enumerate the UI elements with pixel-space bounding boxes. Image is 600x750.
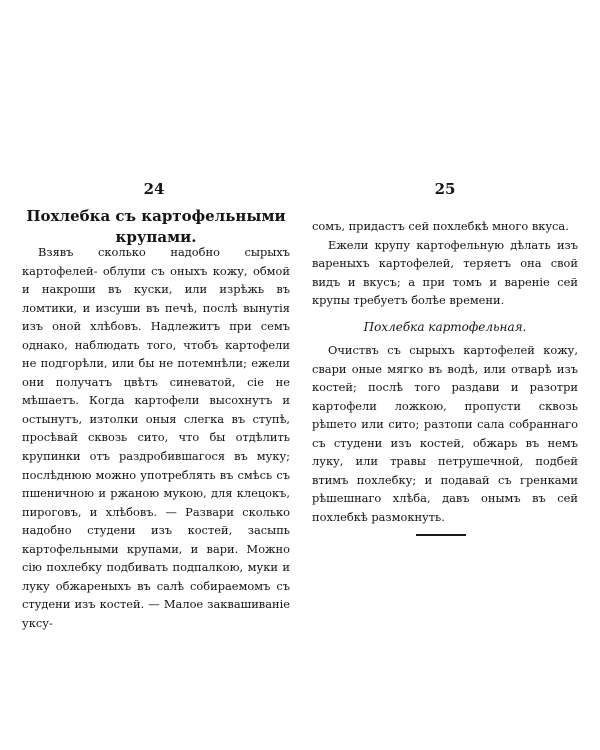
- continuation-text: сомъ, придастъ сей похлебкѣ много вкуса.: [312, 219, 569, 233]
- recipe-heading-left: Похлебка съ картофельными крупами.: [26, 207, 286, 246]
- page-number-left: 24: [143, 180, 165, 198]
- page-number-right: 25: [434, 180, 456, 198]
- recipe-body-right-first: [312, 217, 578, 310]
- recipe-subheading-right: Похлебка картофельная.: [363, 320, 527, 334]
- end-rule: [416, 534, 466, 536]
- paragraph-3: Очиствъ съ сырыхъ картофелей кожу, свари оные мягко въ водѣ, или отварѣ изъ костей; послѣ того раздави и разотри картофели ложкою, пропусти сквозь рѣшето или сито; разтопи сала собраннаго съ студени изъ костей, обжарь въ немъ луку, или травы петрушечной, подбей втимъ похлебку; и подавай съ гренками рѣшешнаго хлѣба, давъ онымъ въ сей похлебкѣ размокнуть.: [312, 343, 578, 524]
- paragraph-2: Ежели крупу картофельную дѣлать изъ вареныхъ картофелей, теряетъ она свой видъ и вкусъ; а при томъ и вареніе сей крупы требуетъ болѣе времени.: [312, 237, 578, 308]
- recipe-body-left: Взявъ сколько надобно сырыхъ картофелей- облупи съ оныхъ кожу, обмой и накроши въ куски, или изрѣжь въ ломтики, и изсуши въ печѣ, послѣ вынутія изъ оной хлѣбовъ. Надлежитъ при семъ однако, наблюдать того, чтобъ картофели не подгорѣли, или бы не потемнѣли; ежели они получатъ цвѣтъ синеватой, сіе не мѣшаетъ. Когда картофели высохнутъ и остынутъ, изтолки оныя слегка въ ступѣ, просѣвай сквозь сито, что бы отдѣлить крупинки отъ раздробившагося въ муку; послѣднюю можно употреблять въ смѣсь съ пшеничною и ржаною мукою, для клецокъ, пироговъ, и хлѣбовъ. — Развари сколько надобно студени изъ костей, засыпь картофельными крупами, и вари. Можно сію похлебку подбивать подпалкою, муки и луку обжареныхъ въ салѣ собираемомъ съ студени изъ костей. — Малое заквашиваніе уксу-: [22, 245, 290, 630]
